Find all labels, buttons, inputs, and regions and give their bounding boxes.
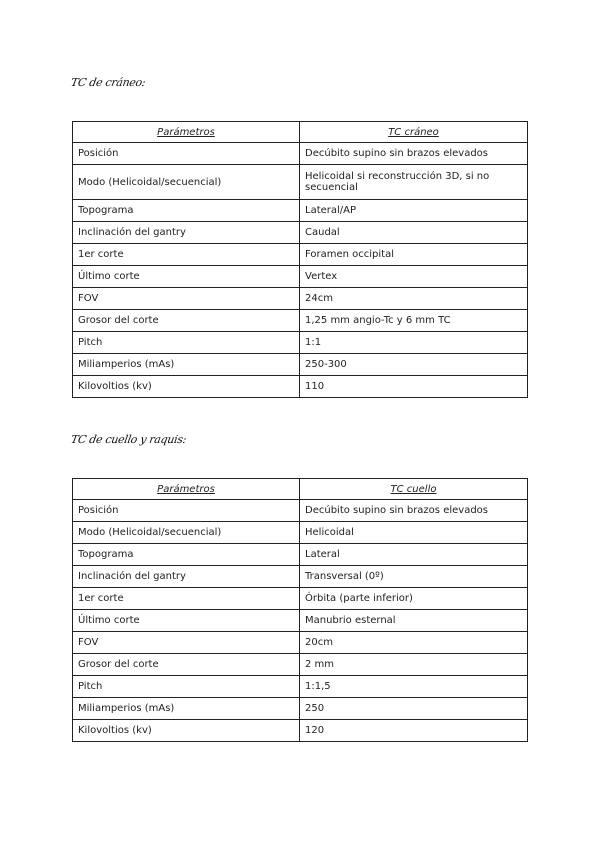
param-value: 24cm (300, 288, 528, 310)
table-row (73, 566, 528, 588)
param-value: Decúbito supino sin brazos elevados (300, 500, 528, 522)
param-label: Inclinación del gantry (73, 566, 300, 588)
table-row (73, 676, 528, 698)
param-label: Último corte (73, 610, 300, 632)
header-tc-craneo: TC cráneo (300, 122, 528, 143)
param-value: 2 mm (300, 654, 528, 676)
table-row (73, 632, 528, 654)
table-row (73, 654, 528, 676)
param-value: Transversal (0º) (300, 566, 528, 588)
param-label: Kilovoltios (kv) (73, 376, 300, 398)
table-row (73, 720, 528, 742)
param-value: 250 (300, 698, 528, 720)
table-row (73, 244, 528, 266)
param-value: Lateral/AP (300, 200, 528, 222)
param-value: Foramen occipital (300, 244, 528, 266)
table-row (73, 310, 528, 332)
param-value: Órbita (parte inferior) (300, 588, 528, 610)
param-label: Modo (Helicoidal/secuencial) (73, 522, 300, 544)
table-row (73, 354, 528, 376)
table-row (73, 500, 528, 522)
header-tc-cuello: TC cuello (300, 479, 528, 500)
section-title-craneo: TC de cráneo: (69, 76, 147, 89)
table-row (73, 165, 528, 200)
param-label: Inclinación del gantry (73, 222, 300, 244)
table-row (73, 544, 528, 566)
header-parametros: Parámetros (73, 122, 300, 143)
param-label: Pitch (73, 676, 300, 698)
param-value: Helicoidal (300, 522, 528, 544)
param-value: Lateral (300, 544, 528, 566)
param-value: 1:1,5 (300, 676, 528, 698)
param-label: FOV (73, 632, 300, 654)
param-label: Posición (73, 143, 300, 165)
param-value: 20cm (300, 632, 528, 654)
param-label: Topograma (73, 544, 300, 566)
table-header-row (73, 479, 528, 500)
param-value: Helicoidal si reconstrucción 3D, si no secuencial (300, 165, 528, 200)
param-label: Miliamperios (mAs) (73, 698, 300, 720)
param-label: Posición (73, 500, 300, 522)
param-value: 120 (300, 720, 528, 742)
table-tc-cuello (72, 478, 528, 742)
param-value: 1,25 mm angio-Tc y 6 mm TC (300, 310, 528, 332)
table-row (73, 222, 528, 244)
table-row (73, 376, 528, 398)
table-row (73, 288, 528, 310)
table-row (73, 610, 528, 632)
param-label: Modo (Helicoidal/secuencial) (73, 165, 300, 200)
param-label: Último corte (73, 266, 300, 288)
table-tc-craneo (72, 121, 528, 398)
section-title-cuello: TC de cuello y raquis: (69, 433, 188, 446)
param-label: Miliamperios (mAs) (73, 354, 300, 376)
param-label: Topograma (73, 200, 300, 222)
param-value: 1:1 (300, 332, 528, 354)
table-row (73, 200, 528, 222)
table-row (73, 332, 528, 354)
param-value: Caudal (300, 222, 528, 244)
param-value: Manubrio esternal (300, 610, 528, 632)
table-row (73, 143, 528, 165)
param-label: 1er corte (73, 588, 300, 610)
table-row (73, 522, 528, 544)
param-value: Vertex (300, 266, 528, 288)
param-label: Pitch (73, 332, 300, 354)
param-label: FOV (73, 288, 300, 310)
table-header-row (73, 122, 528, 143)
table-row (73, 588, 528, 610)
param-value: 110 (300, 376, 528, 398)
param-value: 250-300 (300, 354, 528, 376)
param-label: Kilovoltios (kv) (73, 720, 300, 742)
param-label: Grosor del corte (73, 654, 300, 676)
param-label: Grosor del corte (73, 310, 300, 332)
table-row (73, 698, 528, 720)
param-label: 1er corte (73, 244, 300, 266)
table-row (73, 266, 528, 288)
param-value: Decúbito supino sin brazos elevados (300, 143, 528, 165)
header-parametros: Parámetros (73, 479, 300, 500)
